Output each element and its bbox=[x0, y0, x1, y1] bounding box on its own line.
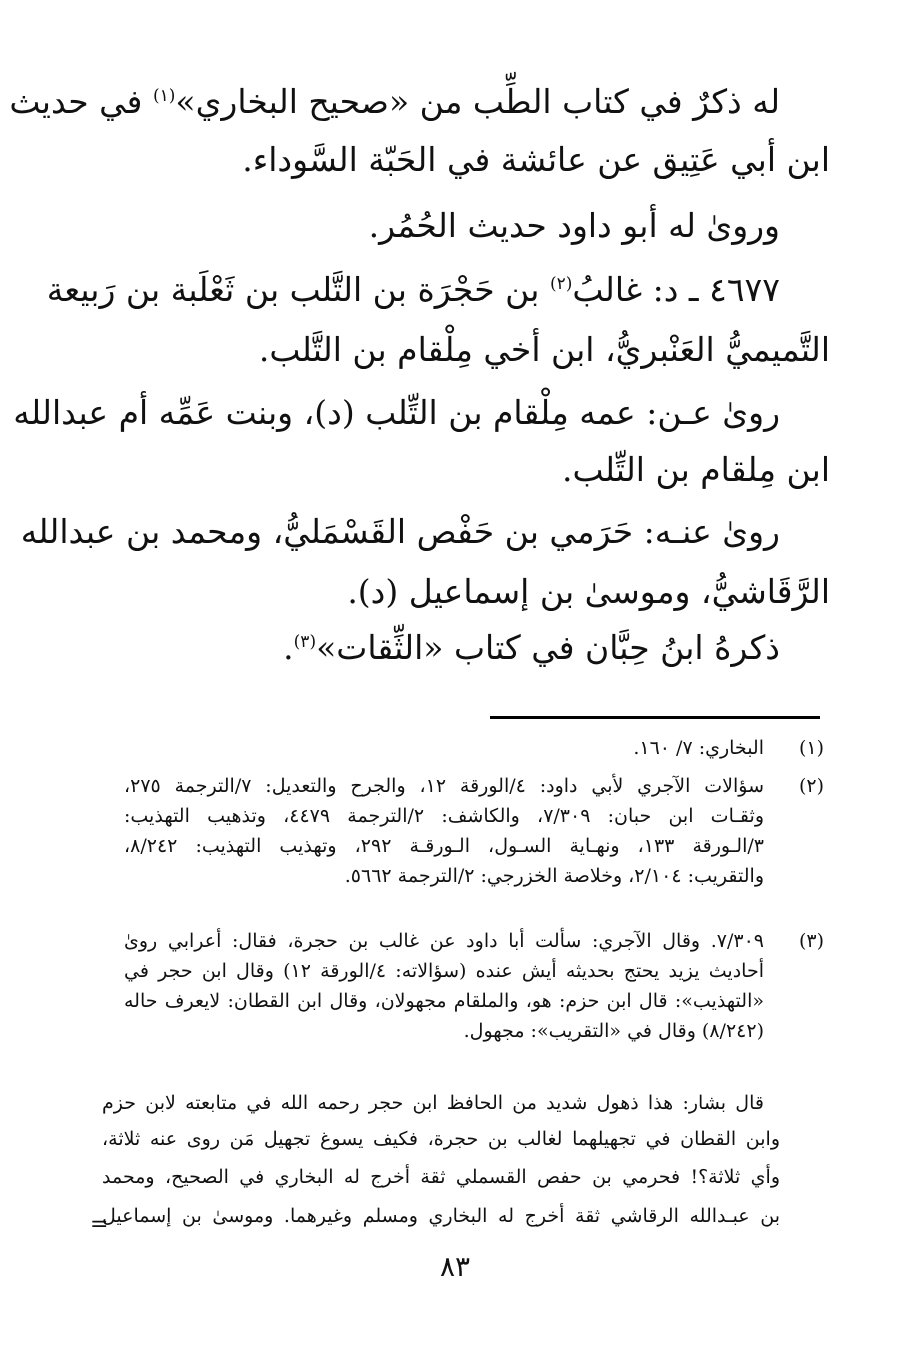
footnote-2-line-1: سؤالات الآجري لأبي داود: ٤/الورقة ١٢، والجرح والتعديل: ٧/الترجمة ٢٧٥، bbox=[124, 775, 764, 797]
footnote-3-line-4: (٨/٢٤٢) وقال في «التقريب»: مجهول. bbox=[463, 1020, 764, 1042]
footnote-2-line-4: والتقريب: ٢/١٠٤، وخلاصة الخزرجي: ٢/الترجمة ٥٦٦٢. bbox=[344, 865, 764, 887]
paragraph-1-line-2: ابن أبي عَتِيق عن عائشة في الحَبّة السَّوداء. bbox=[242, 140, 830, 179]
paragraph-6 bbox=[283, 628, 780, 668]
footnote-1-number: (١) bbox=[798, 737, 824, 759]
footnote-2-number: (٢) bbox=[798, 775, 824, 797]
footnote-ref-2[interactable]: (٢) bbox=[549, 274, 573, 294]
footnote-2-line-3: ٣/الـورقة ١٣٣، ونهـاية السـول، الـورقـة ٢٩٢، وتهذيب التهذيب: ٨/٢٤٢، bbox=[124, 835, 764, 857]
editor-note-line-4: بن عبـدالله الرقاشي ثقة أخرج له البخاري ومسلم وغيرهما. وموسىٰ بن إسماعيل bbox=[102, 1205, 780, 1227]
footnote-3-line-1: ٧/٣٠٩. وقال الآجري: سألت أبا داود عن غالب بن حجرة، فقال: أعرابي روىٰ bbox=[124, 930, 764, 952]
footnote-3-line-2: أحاديث يزيد يحتج بحديثه أيش عنده (سؤالاته: ٤/الورقة ١٢) وقال ابن حجر في bbox=[124, 960, 764, 982]
entry-heading: ٤٦٧٧ ـ د: غالبُ bbox=[572, 270, 780, 309]
footnote-2 bbox=[124, 775, 764, 889]
narrated-from-line-1: روىٰ عـن: عمه مِلْقام بن التِّلب (د)، وبنت عَمِّه أم عبدالله bbox=[13, 393, 780, 432]
text-span: ذكرهُ ابنُ حِبَّان في كتاب «الثِّقات» bbox=[316, 628, 780, 667]
narrators-line-2: الرَّقَاشيُّ، وموسىٰ بن إسماعيل (د). bbox=[347, 572, 830, 611]
footnote-ref-3[interactable]: (٣) bbox=[293, 632, 317, 652]
entry-4677-line-1 bbox=[46, 270, 780, 310]
page-number: ٨٣ bbox=[439, 1250, 471, 1283]
footnote-3 bbox=[124, 930, 764, 1044]
narrated-from-line-2: ابن مِلقام بن التِّلب. bbox=[561, 450, 830, 489]
editor-note-line-3: وأي ثلاثة؟! فحرمي بن حفص القسملي ثقة أخرج له البخاري في الصحيح، ومحمد bbox=[102, 1166, 780, 1188]
footnote-1: البخاري: ٧/ ١٦٠. bbox=[633, 737, 764, 759]
entry-4677-line-2: التَّميميُّ العَنْبريُّ، ابن أخي مِلْقام بن التَّلب. bbox=[258, 330, 830, 369]
footnote-2-line-2: وثقـات ابن حبان: ٧/٣٠٩، والكاشف: ٢/الترجمة ٤٤٧٩، وتذهيب التهذيب: bbox=[124, 805, 764, 827]
footnote-3-line-3: «التهذيب»: قال ابن حزم: هو، والملقام مجهولان، وقال ابن القطان: لايعرف حاله bbox=[124, 990, 764, 1012]
narrators-line-1: روىٰ عنـه: حَرَمي بن حَفْص القَسْمَليُّ، ومحمد بن عبدالله bbox=[20, 512, 780, 551]
text-span: بن حَجْرَة بن التَّلب بن ثَعْلَبة بن رَبيعة bbox=[46, 270, 540, 309]
text-span: في حديث bbox=[9, 82, 143, 121]
editor-note-line-1: قال بشار: هذا ذهول شديد من الحافظ ابن حجر رحمه الله في متابعته لابن حزم bbox=[102, 1092, 764, 1114]
paragraph-2: وروىٰ له أبو داود حديث الحُمُر. bbox=[368, 206, 780, 245]
continuation-mark: = bbox=[90, 1212, 109, 1237]
editor-note-line-2: وابن القطان في تجهيلهما لغالب بن حجرة، فكيف يسوغ تجهيل مَن روى عنه ثلاثة، bbox=[102, 1128, 780, 1150]
text-span: . bbox=[283, 628, 294, 667]
paragraph-1-line-1 bbox=[9, 82, 780, 122]
footnote-3-number: (٣) bbox=[798, 930, 824, 952]
text-span: له ذكرٌ في كتاب الطِّب من «صحيح البخاري» bbox=[175, 82, 780, 121]
footnote-separator bbox=[490, 716, 820, 719]
footnote-ref-1[interactable]: (١) bbox=[152, 86, 176, 106]
